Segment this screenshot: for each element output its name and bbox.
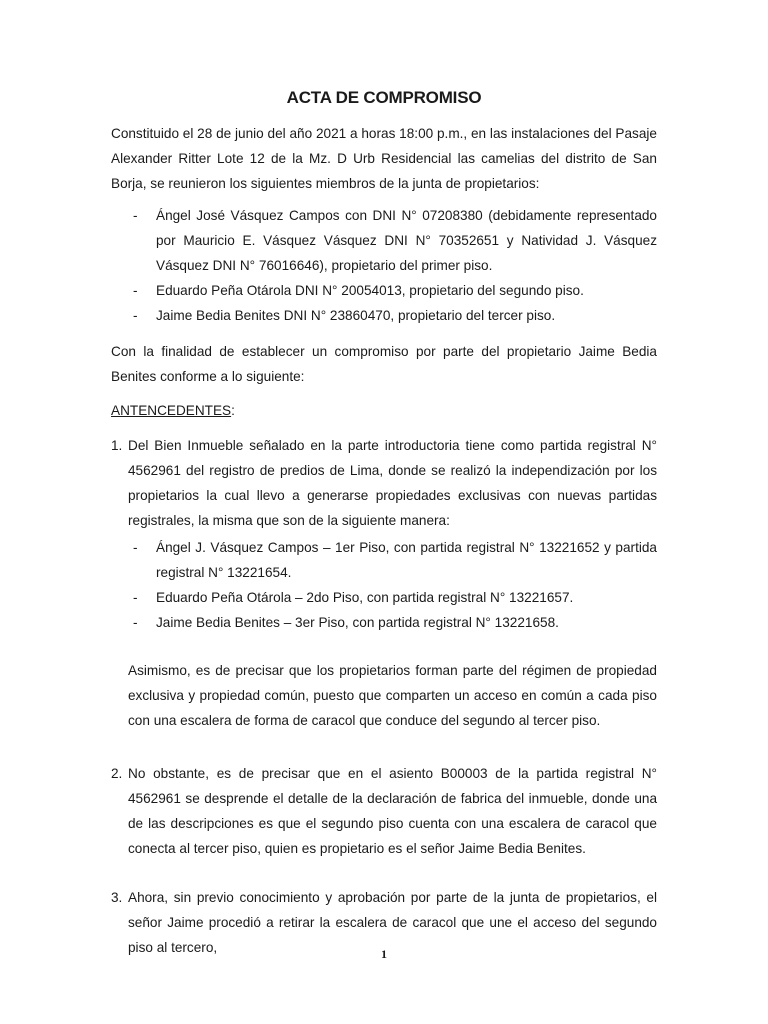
- partidas-list: [128, 535, 657, 635]
- member-text: Ángel José Vásquez Campos con DNI N° 07208380 (debidamente representado por Mauricio E. Vásquez Vásquez DNI N° 70352651 y Natividad J. Vásquez Vásquez DNI N° 76016646), propietario del primer piso.: [156, 208, 657, 273]
- bullet-dash: -: [133, 308, 138, 323]
- member-text: Eduardo Peña Otárola DNI N° 20054013, propietario del segundo piso.: [156, 283, 584, 298]
- document-title: ACTA DE COMPROMISO: [286, 88, 482, 107]
- item-number: 3.: [111, 890, 123, 905]
- antecedents-heading-colon: :: [231, 403, 235, 418]
- antecedent-item-2: [111, 761, 657, 861]
- intro-paragraph: Constituido el 28 de junio del año 2021 a horas 18:00 p.m., en las instalaciones del Pasaje Alexander Ritter Lote 12 de la Mz. D Urb Residencial las camelias del distrito de San Borja, se reunieron los siguientes miembros de la junta de propietarios:: [111, 126, 657, 191]
- partida-text: Eduardo Peña Otárola – 2do Piso, con partida registral N° 13221657.: [156, 590, 574, 605]
- list-item: [128, 610, 657, 635]
- bullet-dash: -: [133, 615, 138, 630]
- partida-text: Jaime Bedia Benites – 3er Piso, con partida registral N° 13221658.: [156, 615, 559, 630]
- list-item: [111, 203, 657, 278]
- item-text: Del Bien Inmueble señalado en la parte introductoria tiene como partida registral N° 4562961 del registro de predios de Lima, donde se realizó la independización por los propietarios la cual llevo a generarse propiedades exclusivas con nuevas partidas registrales, la misma que son de la siguiente manera:: [128, 438, 657, 528]
- item-text: Ahora, sin previo conocimiento y aprobación por parte de la junta de propietarios, el señor Jaime procedió a retirar la escalera de caracol que une el acceso del segundo piso al tercero,: [128, 890, 657, 955]
- bullet-dash: -: [133, 283, 138, 298]
- list-item: [128, 585, 657, 610]
- page-number: 1: [381, 947, 387, 961]
- item-text: No obstante, es de precisar que en el asiento B00003 de la partida registral N° 4562961 se desprende el detalle de la declaración de fabrica del inmueble, donde una de las descripciones es que el segundo piso cuenta con una escalera de caracol que conecta al tercer piso, quien es propietario es el señor Jaime Bedia Benites.: [128, 766, 657, 856]
- list-item: [128, 535, 657, 585]
- partida-text: Ángel J. Vásquez Campos – 1er Piso, con partida registral N° 13221652 y partida registral N° 13221654.: [156, 540, 657, 580]
- antecedents-heading-text: ANTENCEDENTES: [111, 403, 232, 418]
- members-list: [111, 203, 657, 328]
- item-number: 1.: [111, 438, 123, 453]
- bullet-dash: -: [133, 590, 138, 605]
- member-text: Jaime Bedia Benites DNI N° 23860470, propietario del tercer piso.: [156, 308, 556, 323]
- list-item: [111, 303, 657, 328]
- antecedents-heading: [111, 398, 235, 423]
- list-item: [111, 278, 657, 303]
- item1-note-paragraph: Asimismo, es de precisar que los propietarios forman parte del régimen de propiedad exclusiva y propiedad común, puesto que comparten un acceso en común a cada piso con una escalera de forma de caracol que conduce del segundo al tercer piso.: [128, 663, 657, 728]
- item-number: 2.: [111, 766, 123, 781]
- bullet-dash: -: [133, 540, 138, 555]
- antecedent-item-1: [111, 433, 657, 533]
- bullet-dash: -: [133, 208, 138, 223]
- purpose-paragraph: Con la finalidad de establecer un compromiso por parte del propietario Jaime Bedia Benites conforme a lo siguiente:: [111, 344, 657, 384]
